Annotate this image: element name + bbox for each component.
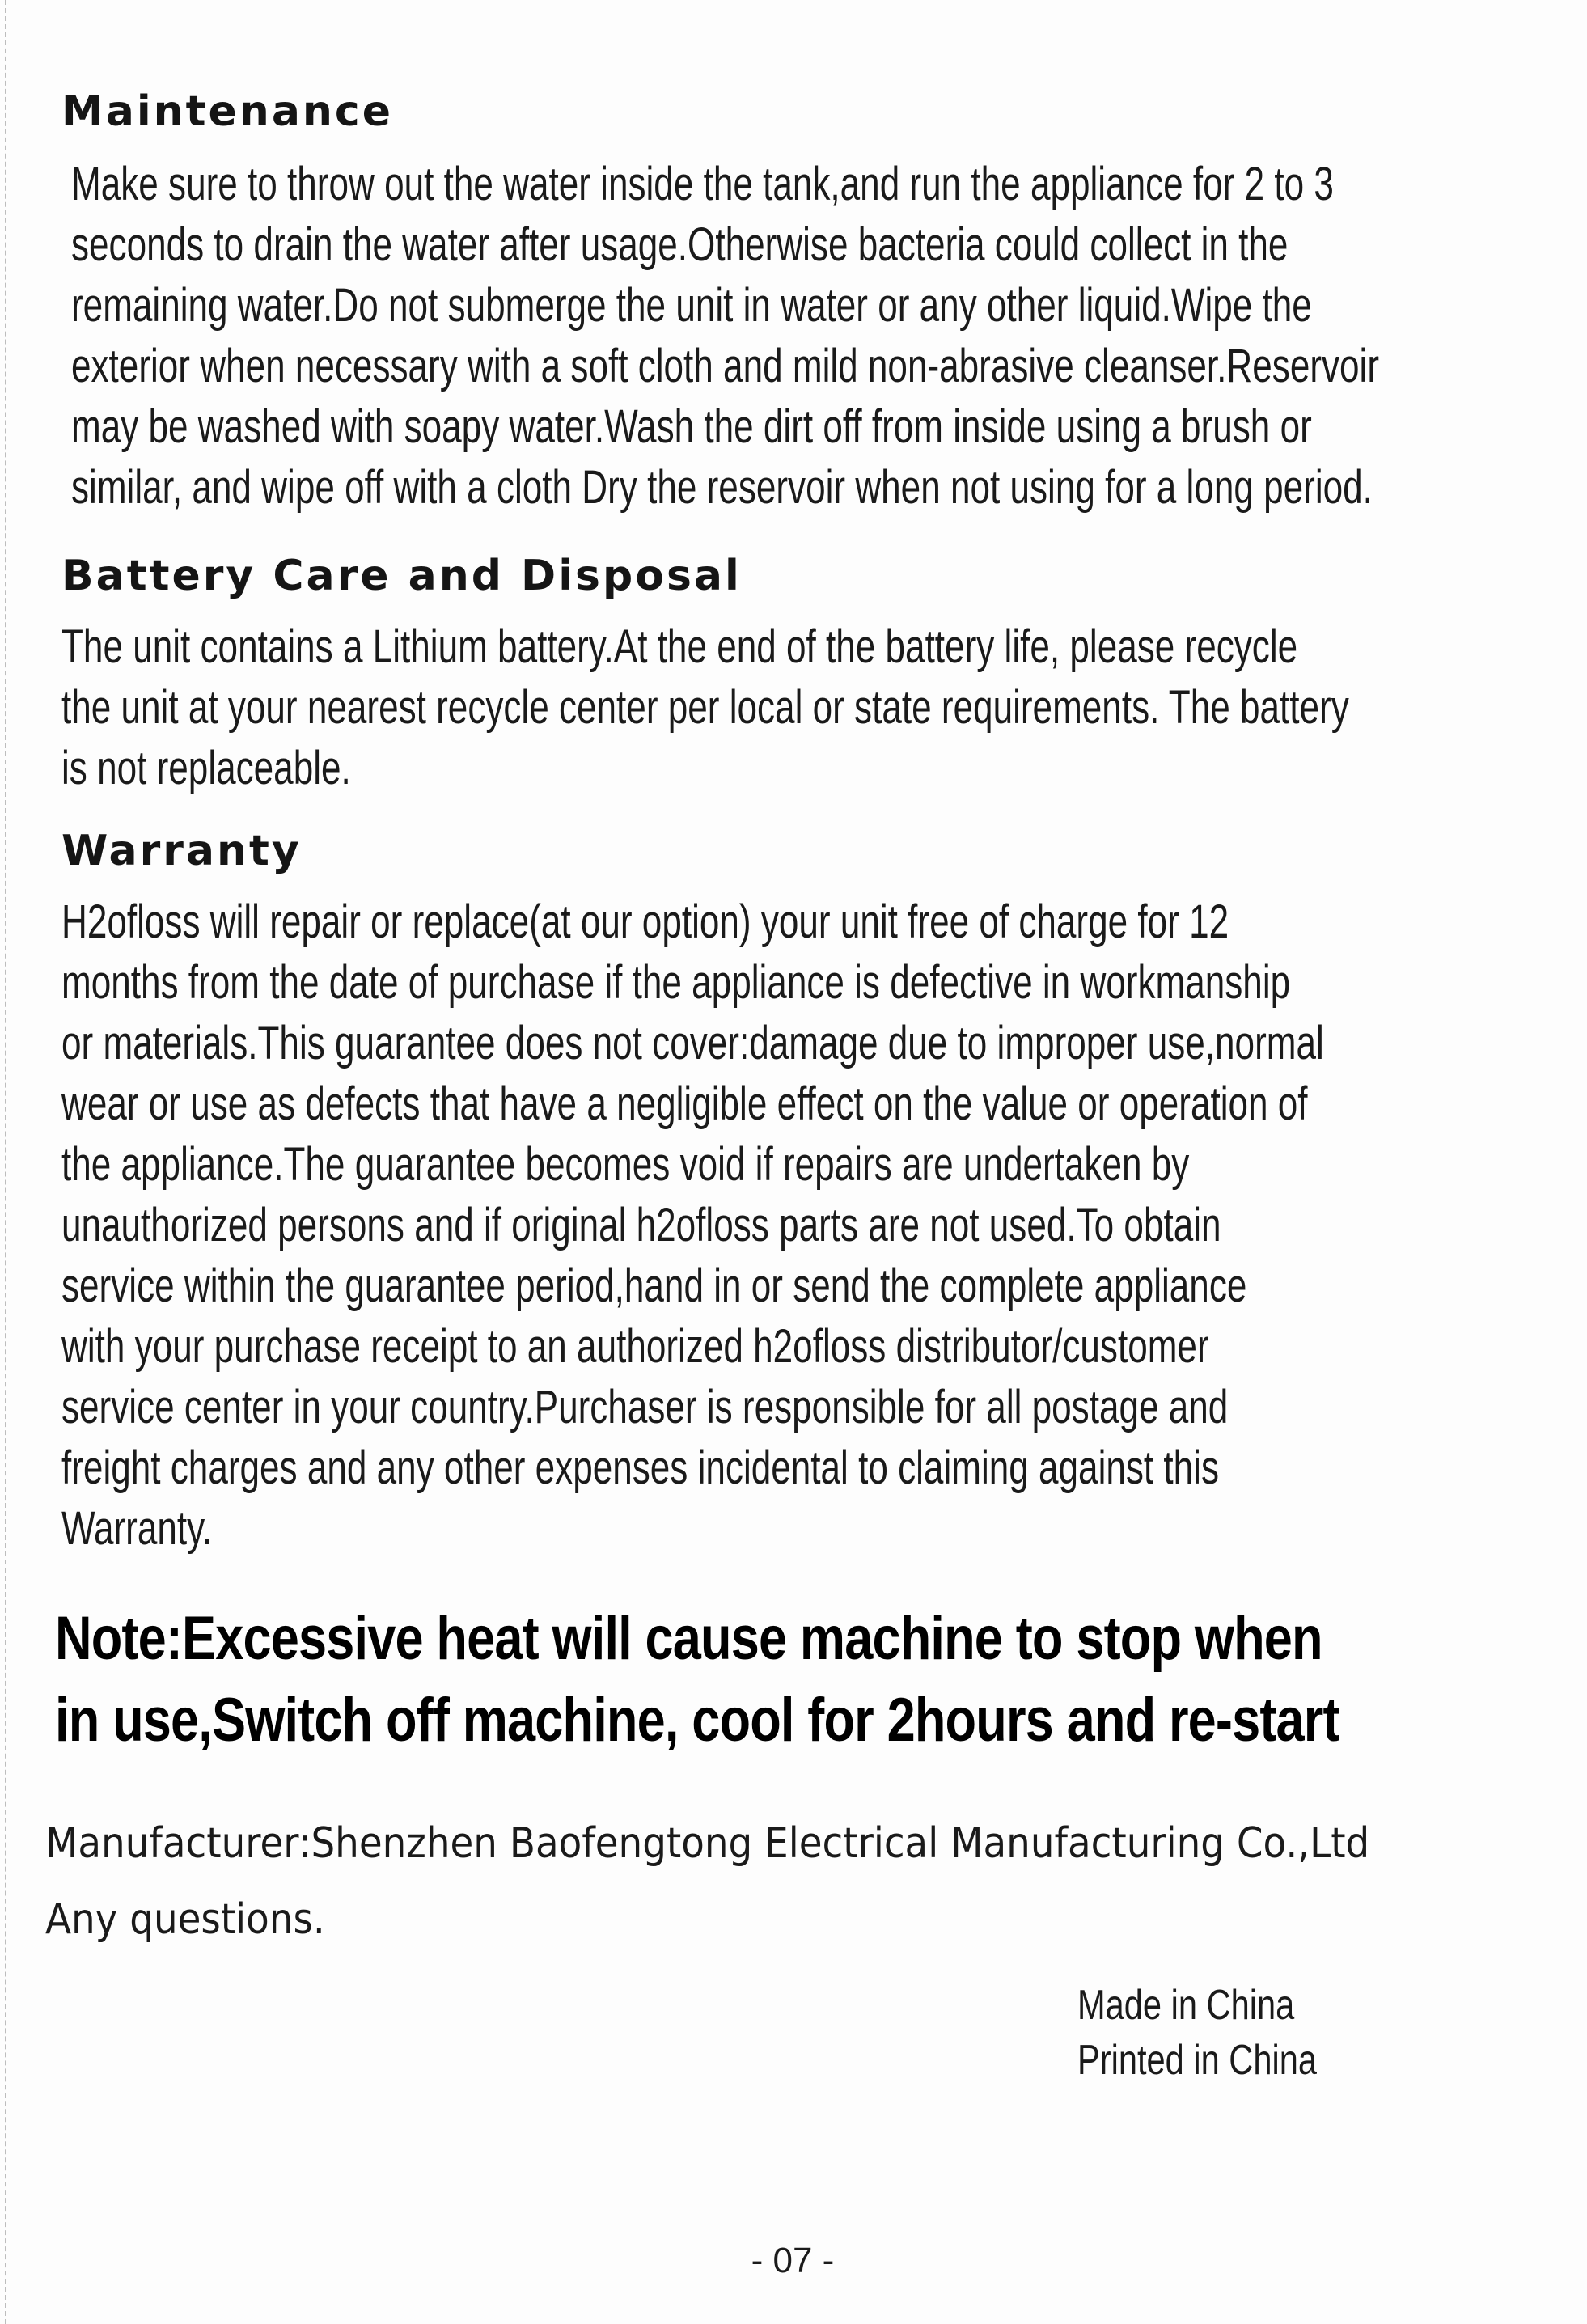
maintenance-line: seconds to drain the water after usage.Otherwise bacteria could collect in the <box>71 218 1289 271</box>
maintenance-line: similar, and wipe off with a cloth Dry the reservoir when not using for a long period. <box>71 461 1373 514</box>
warranty-line: service within the guarantee period,hand in or send the complete appliance <box>61 1259 1247 1312</box>
warranty-line: H2ofloss will repair or replace(at our option) your unit free of charge for 12 <box>61 895 1229 948</box>
manufacturer-line: Manufacturer:Shenzhen Baofengtong Electrical Manufacturing Co.,Ltd <box>45 1819 1370 1868</box>
warranty-line: Warranty. <box>61 1502 213 1555</box>
warranty-line: or materials.This guarantee does not cover:damage due to improper use,normal <box>61 1017 1324 1069</box>
maintenance-line: exterior when necessary with a soft cloth and mild non-abrasive cleanser.Reservoir <box>71 340 1380 392</box>
note-line: Note:Excessive heat will cause machine to stop when <box>55 1604 1322 1673</box>
warranty-line: freight charges and any other expenses incidental to claiming against this <box>61 1441 1220 1494</box>
maintenance-body <box>71 154 1379 518</box>
heat-warning-note <box>55 1598 1339 1761</box>
warranty-heading: Warranty <box>61 827 302 875</box>
battery-line: The unit contains a Lithium battery.At the end of the battery life, please recycle <box>61 620 1298 673</box>
note-line: in use,Switch off machine, cool for 2hours and re-start <box>55 1686 1339 1755</box>
warranty-line: wear or use as defects that have a negligible effect on the value or operation of <box>61 1077 1308 1130</box>
maintenance-line: Make sure to throw out the water inside the tank,and run the appliance for 2 to 3 <box>71 158 1334 210</box>
warranty-line: the appliance.The guarantee becomes void if repairs are undertaken by <box>61 1138 1190 1191</box>
manufacturer-block <box>45 1805 1369 1958</box>
maintenance-heading: Maintenance <box>61 87 394 136</box>
warranty-line: with your purchase receipt to an authorized h2ofloss distributor/customer <box>61 1320 1209 1373</box>
maintenance-line: remaining water.Do not submerge the unit in water or any other liquid.Wipe the <box>71 279 1312 332</box>
battery-line: is not replaceable. <box>61 742 351 794</box>
printed-in-line: Printed in China <box>1077 2037 1317 2084</box>
battery-heading: Battery Care and Disposal <box>61 552 742 600</box>
warranty-body <box>61 891 1324 1559</box>
maintenance-line: may be washed with soapy water.Wash the dirt off from inside using a brush or <box>71 400 1312 453</box>
warranty-line: service center in your country.Purchaser is responsible for all postage and <box>61 1381 1229 1433</box>
warranty-line: months from the date of purchase if the appliance is defective in workmanship <box>61 956 1291 1009</box>
battery-body <box>61 616 1349 798</box>
origin-block <box>1077 1978 1317 2088</box>
made-in-line: Made in China <box>1077 1982 1295 2029</box>
page-number: - 07 - <box>751 2241 835 2280</box>
warranty-line: unauthorized persons and if original h2ofloss parts are not used.To obtain <box>61 1199 1221 1251</box>
questions-line: Any questions. <box>45 1895 325 1944</box>
battery-line: the unit at your nearest recycle center per local or state requirements. The battery <box>61 681 1349 734</box>
binding-edge <box>5 0 6 2324</box>
